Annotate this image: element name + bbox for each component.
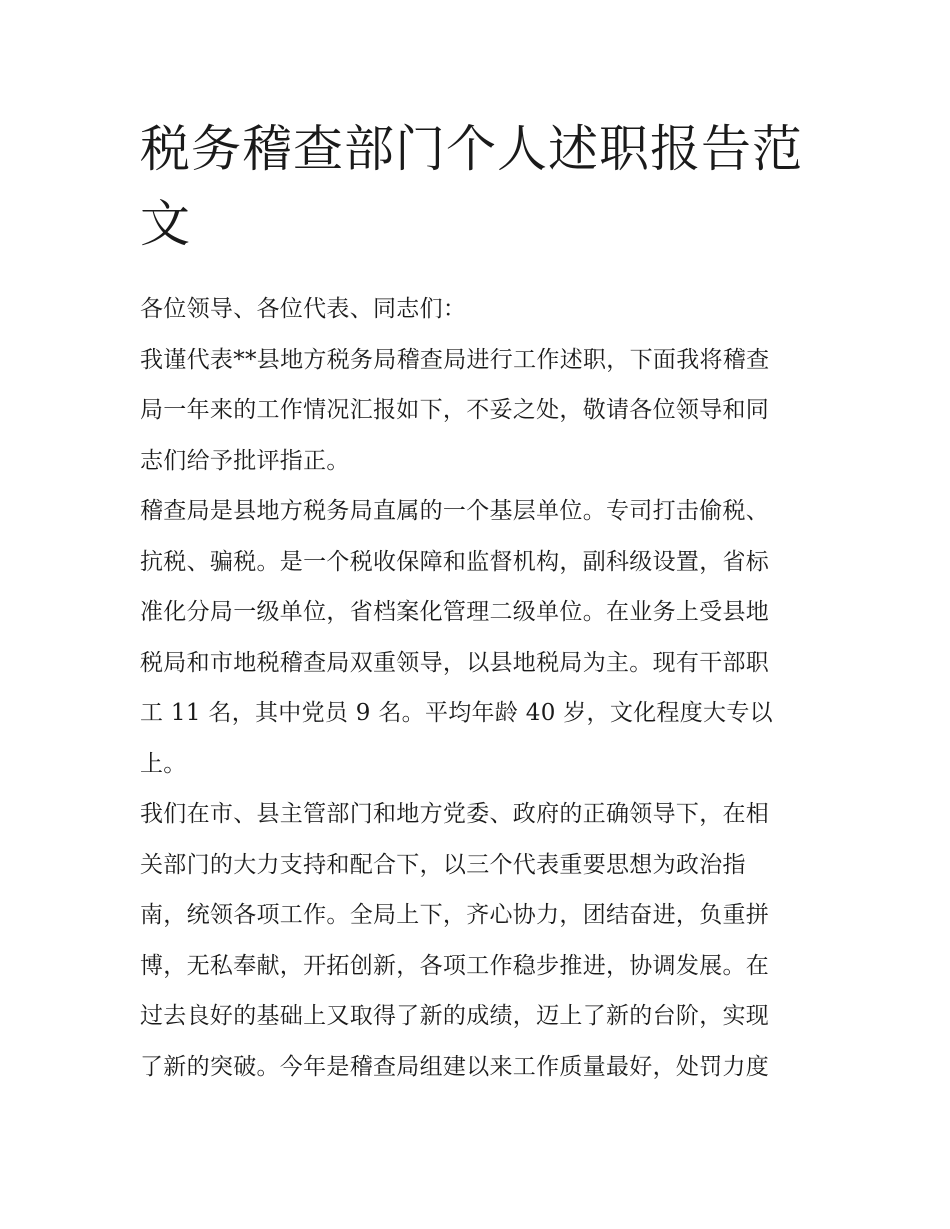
greeting [140, 284, 812, 335]
greeting-line: 各位领导、各位代表、同志们： [140, 296, 467, 322]
document-title [140, 112, 803, 262]
text-line: 稽查局是县地方税务局直属的一个基层单位。专司打击偷税、 [140, 498, 770, 524]
text-line: 我们在市、县主管部门和地方党委、政府的正确领导下，在相 [140, 801, 770, 827]
paragraph-achievements [140, 789, 812, 1092]
text-line: 工 11 名，其中党员 9 名。平均年龄 40 岁，文化程度大专以 [140, 700, 773, 726]
paragraph-bureau-overview [140, 486, 812, 789]
text-line: 志们给予批评指正。 [140, 447, 350, 474]
text-line: 税局和市地税稽查局双重领导，以县地税局为主。现有干部职 [140, 649, 770, 676]
title-line: 文 [140, 195, 191, 253]
document-page [140, 112, 812, 1092]
text-line: 我谨代表**县地方税务局稽查局进行工作述职，下面我将稽查 [140, 346, 770, 373]
text-line: 上。 [140, 750, 187, 777]
text-line: 博，无私奉献，开拓创新，各项工作稳步推进，协调发展。在 [140, 952, 770, 979]
text-line: 过去良好的基础上又取得了新的成绩，迈上了新的台阶，实现 [140, 1003, 770, 1029]
paragraph-intro [140, 335, 812, 487]
text-line: 了新的突破。今年是稽查局组建以来工作质量最好，处罚力度 [140, 1053, 770, 1080]
text-line: 局一年来的工作情况汇报如下，不妥之处，敬请各位领导和同 [140, 397, 770, 423]
text-line: 南，统领各项工作。全局上下，齐心协力，团结奋进，负重拼 [140, 902, 770, 928]
text-line: 抗税、骗税。是一个税收保障和监督机构，副科级设置，省标 [140, 548, 770, 575]
text-line: 关部门的大力支持和配合下，以三个代表重要思想为政治指 [140, 851, 746, 878]
text-line: 准化分局一级单位，省档案化管理二级单位。在业务上受县地 [140, 599, 770, 625]
title-line: 税务稽查部门个人述职报告范 [140, 120, 803, 178]
